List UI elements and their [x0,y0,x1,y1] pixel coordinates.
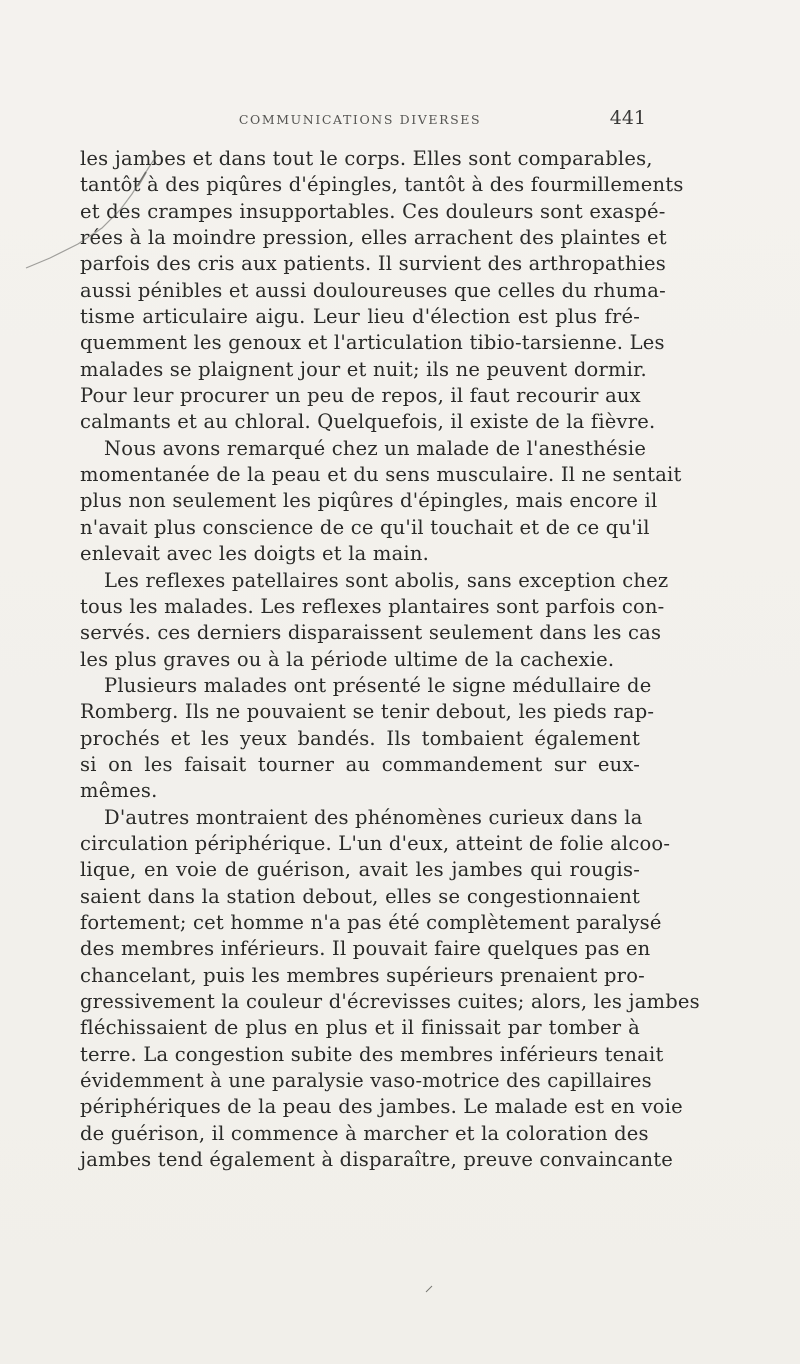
text-line: Romberg. Ils ne pouvaient se tenir debout, les pieds rap- [80,700,655,724]
running-head [80,107,646,129]
text-line: momentanée de la peau et du sens musculaire. Il ne sentait [80,463,682,487]
text-line: malades se plaignent jour et nuit; ils ne peuvent dormir. [80,357,647,381]
text-line: Les reflexes patellaires sont abolis, sans exception chez [104,568,669,592]
text-line: enlevait avec les doigts et la main. [80,542,430,566]
text-line: D'autres montraient des phénomènes curieux dans la [104,805,643,829]
text-line: tisme articulaire aigu. Leur lieu d'élection est plus fré- [80,305,640,329]
text-line: prochés et les yeux bandés. Ils tombaient également [80,726,640,750]
text-line: servés. ces derniers disparaissent seulement dans les cas [80,621,662,645]
text-line: lique, en voie de guérison, avait les jambes qui rougis- [80,858,640,882]
text-line: fléchissaient de plus en plus et il finissait par tomber à [80,1016,640,1040]
text-line: fortement; cet homme n'a pas été complètement paralysé [80,910,662,934]
text-line: Nous avons remarqué chez un malade de l'anesthésie [104,436,647,460]
text-line: n'avait plus conscience de ce qu'il touchait et de ce qu'il [80,515,650,539]
text-line: calmants et au chloral. Quelquefois, il existe de la fièvre. [80,410,656,434]
text-line: évidemment à une paralysie vaso-motrice des capillaires [80,1069,652,1093]
text-line: terre. La congestion subite des membres inférieurs tenait [80,1042,664,1066]
page-number: 441 [609,107,646,129]
text-line: les plus graves ou à la période ultime de la cachexie. [80,647,615,671]
text-line: les jambes et dans tout le corps. Elles sont comparables, [80,147,653,170]
text-line: rées à la moindre pression, elles arrachent des plaintes et [80,226,667,250]
text-line: périphériques de la peau des jambes. Le malade est en voie [80,1095,683,1119]
text-line: et des crampes insupportables. Ces douleurs sont exaspé- [80,199,666,223]
text-line: chancelant, puis les membres supérieurs prenaient pro- [80,963,645,987]
text-line: saient dans la station debout, elles se congestionnaient [80,884,640,908]
text-line: plus non seulement les piqûres d'épingles, mais encore il [80,489,658,513]
text-line: parfois des cris aux patients. Il survient des arthropathies [80,252,666,276]
text-line: tous les malades. Les reflexes plantaires sont parfois con- [80,594,665,618]
text-line: mêmes. [80,779,158,803]
body-text [80,146,700,1173]
text-line: gressivement la couleur d'écrevisses cuites; alors, les jambes [80,990,700,1013]
text-line: tantôt à des piqûres d'épingles, tantôt à des fourmillements [80,173,684,197]
running-title: COMMUNICATIONS DIVERSES [238,112,482,127]
text-line: de guérison, il commence à marcher et la coloration des [80,1121,649,1145]
text-line: des membres inférieurs. Il pouvait faire quelques pas en [80,937,651,961]
text-line: Pour leur procurer un peu de repos, il faut recourir aux [80,384,641,408]
text-line: si on les faisait tourner au commandement sur eux- [80,752,640,776]
text-line: aussi pénibles et aussi douloureuses que celles du rhuma- [80,278,666,302]
text-line: circulation périphérique. L'un d'eux, atteint de folie alcoo- [80,831,671,855]
text-line: jambes tend également à disparaître, preuve convaincante [80,1148,673,1172]
stray-ink-mark [424,1284,434,1294]
text-line: Plusieurs malades ont présenté le signe médullaire de [104,673,652,697]
text-line: quemment les genoux et l'articulation tibio-tarsienne. Les [80,331,665,355]
